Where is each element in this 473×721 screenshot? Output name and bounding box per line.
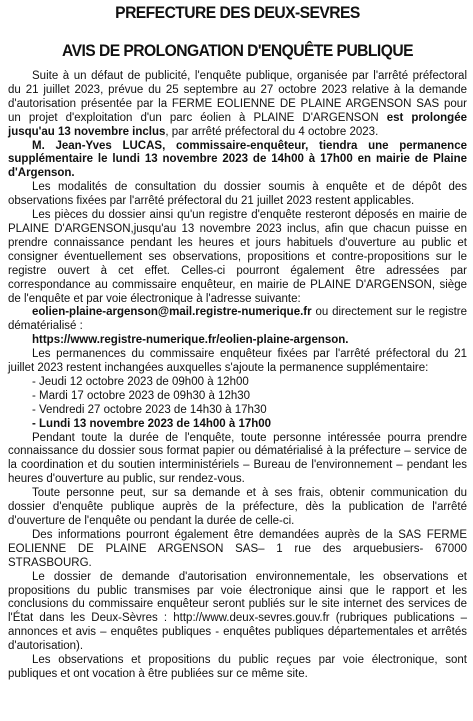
session-item: - Jeudi 12 octobre 2023 de 09h00 à 12h00 (32, 375, 249, 388)
registry-url[interactable]: https://www.registre-numerique.fr/eolien-plaine-argenson. (32, 334, 349, 347)
intro-paragraph (8, 70, 467, 140)
email-paragraph-rest: ou directement sur le registre dématérialisé : (8, 306, 467, 333)
communication-paragraph: Toute personne peut, sur sa demande et à ses frais, obtenir communication du dossier d'enquête publique auprès de la préfecture, dès la publication de l'arrêté d'ouverture de l'enquête ou pendant la durée de celle-ci. (8, 487, 467, 527)
extension-highlight: est prolongée jusqu'au 13 novembre inclus (8, 111, 467, 138)
notice-title: AVIS DE PROLONGATION D'ENQUÊTE PUBLIQUE (62, 41, 413, 60)
additional-session-paragraph: M. Jean-Yves LUCAS, commissaire-enquêteur, tiendra une permanence supplémentaire le lundi 13 novembre 2023 de 14h00 à 17h00 en mairie de Plaine d'Argenson. (8, 139, 467, 180)
consultation-paragraph: Les modalités de consultation du dossier soumis à enquête et de dépôt des observations fixées par l'arrêté préfectoral du 21 juillet 2023 restent applicables. (8, 181, 467, 208)
prefecture-consultation-paragraph: Pendant toute la durée de l'enquête, toute personne intéressée pourra prendre connaissance du dossier sous format papier ou dématérialisé à la préfecture – service de la coordination et du soutien interministériels – Bureau de l'environnement – pendant les heures d'ouverture au public, sur rendez-vous. (8, 431, 467, 486)
session-item: - Vendredi 27 octobre 2023 de 14h30 à 17h30 (32, 403, 267, 416)
session-item: - Mardi 17 octobre 2023 de 09h30 à 12h30 (32, 389, 251, 402)
intro-text-end: , par arrêté préfectoral du 4 octobre 2023. (165, 125, 379, 138)
public-observations-paragraph: Les observations et propositions du public reçues par voie électronique, sont publiques et ont vocation à être publiées sur ce même site. (8, 654, 467, 680)
publication-paragraph: Le dossier de demande d'autorisation environnementale, les observations et propositions du public transmises par voie électronique ainsi que le rapport et les conclusions du commissaire enquêteur seront publiés sur le site internet des services de l'État dans les Deux-Sèvres : http://www.deux-sevres.gouv.fr (rubriques publications – annonces et avis – enquêtes publiques - enquêtes publiques départementales et arrêtés d'autorisation). (8, 570, 467, 653)
prefecture-title: PREFECTURE DES DEUX-SEVRES (115, 3, 360, 22)
sessions-paragraph: Les permanences du commissaire enquêteur fixées par l'arrêté préfectoral du 21 juillet 2023 restent inchangées auxquelles s'ajoute la permanence supplémentaire: (8, 348, 467, 375)
information-paragraph: Des informations pourront également être demandées auprès de la SAS FERME EOLIENNE DE PLAINE ARGENSON SAS– 1 rue des arquebusiers- 67000 STRASBOURG. (8, 528, 467, 569)
intro-text: Suite à un défaut de publicité, l'enquête publique, organisée par l'arrêté préfectoral du 21 juillet 2023, prévue du 25 septembre au 27 octobre 2023 relative à la demande d'autorisation présentée par la FERME EOLIENNE DE PLAINE ARGENSON SAS pour un projet d'exploitation d'un parc éolien à PLAINE D'ARGENSON (8, 70, 467, 124)
email-paragraph (8, 306, 467, 334)
email-address[interactable]: eolien-plaine-argenson@mail.registre-numerique.fr (32, 306, 312, 319)
session-item-extra: - Lundi 13 novembre 2023 de 14h00 à 17h00 (32, 417, 272, 430)
dossier-paragraph: Les pièces du dossier ainsi qu'un registre d'enquête resteront déposés en mairie de PLAINE D'ARGENSON,jusqu'au 13 novembre 2023 inclus, afin que chacun puisse en prendre connaissance pendant les heures et jours habituels d'ouverture au public et consigner éventuellement ses observations, propositions et contre-propositions sur le registre ouvert à cet effet. Celles-ci pourront également être adressées par correspondance au commissaire enquêteur, en mairie de PLAINE D'ARGENSON, siège de l'enquête et par voie électronique à l'adresse suivante: (8, 209, 467, 305)
sessions-list (8, 376, 467, 432)
